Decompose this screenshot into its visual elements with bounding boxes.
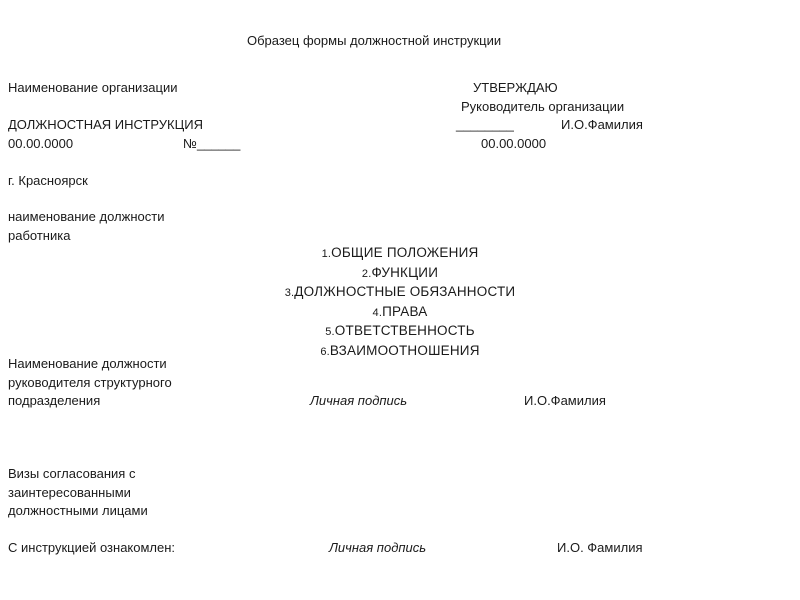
document-type: ДОЛЖНОСТНАЯ ИНСТРУКЦИЯ: [8, 117, 203, 132]
section-list: [0, 244, 800, 362]
employee-position-line2: работника: [8, 228, 71, 243]
acknowledged-name: И.О. Фамилия: [557, 540, 643, 555]
approver-signature-line: ________: [456, 117, 514, 132]
document-date: 00.00.0000: [8, 136, 74, 151]
section-heading-3: 3.ДОЛЖНОСТНЫЕ ОБЯЗАННОСТИ: [284, 284, 516, 300]
approve-date: 00.00.0000: [481, 136, 547, 151]
approver-role: Руководитель организации: [461, 99, 625, 114]
city: г. Красноярск: [8, 173, 88, 188]
visas-line1: Визы согласования с: [8, 466, 136, 481]
section-heading-5: 5.ОТВЕТСТВЕННОСТЬ: [325, 323, 475, 339]
manager-signature: Личная подпись: [310, 393, 408, 408]
visas-line3: должностными лицами: [8, 503, 148, 518]
visas-line2: заинтересованными: [8, 485, 131, 500]
manager-position-line2: руководителя структурного: [8, 375, 172, 390]
manager-name: И.О.Фамилия: [524, 393, 606, 408]
organization-name: Наименование организации: [8, 80, 178, 95]
manager-position-line1: Наименование должности: [8, 356, 167, 371]
approve-heading: УТВЕРЖДАЮ: [473, 80, 558, 95]
document-number: №______: [183, 136, 241, 151]
section-heading-6: 6.ВЗАИМООТНОШЕНИЯ: [320, 342, 480, 358]
acknowledged-signature: Личная подпись: [329, 540, 427, 555]
manager-position-line3: подразделения: [8, 393, 101, 408]
section-heading-4: 4.ПРАВА: [372, 303, 428, 319]
employee-position-line1: наименование должности: [8, 209, 165, 224]
section-heading-1: 1.ОБЩИЕ ПОЛОЖЕНИЯ: [321, 245, 479, 260]
section-heading-2: 2.ФУНКЦИИ: [361, 264, 439, 280]
document-title: Образец формы должностной инструкции: [247, 33, 502, 48]
approver-name: И.О.Фамилия: [561, 117, 643, 132]
acknowledged-label: С инструкцией ознакомлен:: [8, 540, 176, 555]
